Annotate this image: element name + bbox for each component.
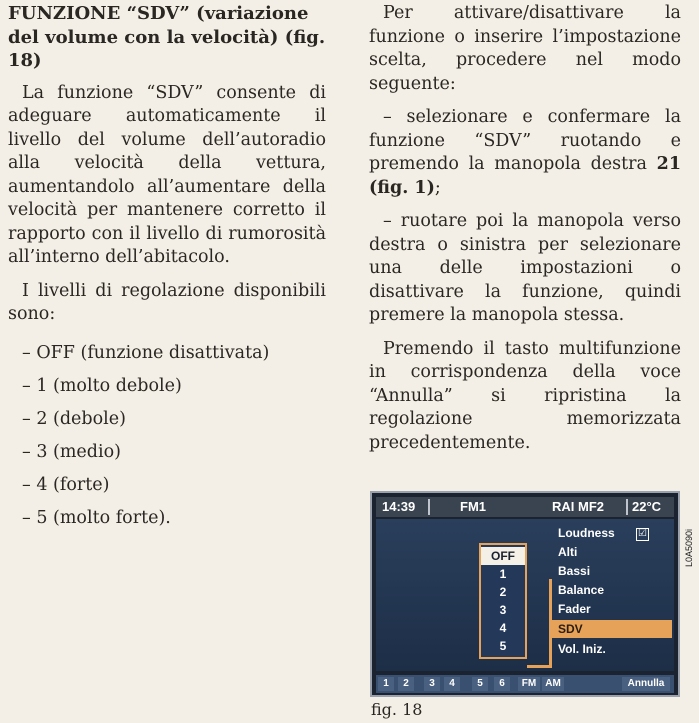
procedure-intro: Per attivare/disattivare la funzione o inserire l’impostazione scelta, procedere nel modo seguente: — [369, 3, 681, 94]
status-bar — [376, 497, 674, 517]
softkey-6[interactable]: 6 — [494, 677, 510, 691]
softkey-am[interactable]: AM — [542, 677, 564, 691]
level-item: – 4 (forte) — [22, 474, 110, 495]
step-select: – selezionare e confermare la funzione “SDV” ruotando e premendo la manopola destra 21 (fig. 1); — [369, 107, 681, 198]
menu-item-fader[interactable]: Fader — [558, 602, 591, 616]
menu-item-loudness[interactable]: Loudness — [558, 526, 615, 540]
sdv-option-5[interactable]: 5 — [499, 639, 507, 653]
intro-paragraph: La funzione “SDV” consente di adeguare automaticamente il livello del volume dell’autoradio alla velocità della vettura, aumentandolo all’aumentare della velocità per mantenere corretto il rapporto con il livello di rumorosità all’interno dell’abitacolo. — [8, 82, 326, 267]
audio-settings-screen — [376, 519, 674, 671]
band-label: FM1 — [460, 499, 486, 514]
step-rotate: – ruotare poi la manopola verso destra o sinistra per selezionare una delle impostazioni o disattivare la funzione, quindi premere la manopola stessa. — [369, 211, 681, 325]
softkey-4[interactable]: 4 — [444, 677, 460, 691]
sdv-option-4[interactable]: 4 — [499, 621, 507, 635]
sdv-option-2[interactable]: 2 — [499, 585, 507, 599]
figure-caption: fig. 18 — [371, 700, 423, 719]
softkey-3[interactable]: 3 — [424, 677, 440, 691]
sdv-option-off[interactable]: OFF — [481, 547, 525, 565]
temperature: 22°C — [632, 499, 662, 514]
checkbox-icon[interactable]: ☑ — [636, 528, 649, 541]
figure-code: L0A5090i — [684, 528, 694, 567]
selection-connector — [527, 579, 552, 668]
softkey-bar — [376, 675, 674, 693]
sdv-option-3[interactable]: 3 — [499, 603, 507, 617]
level-item: – OFF (funzione disattivata) — [22, 342, 270, 363]
radio-display-figure — [370, 491, 680, 697]
softkey-1[interactable]: 1 — [378, 677, 394, 691]
left-column — [8, 2, 326, 535]
clock: 14:39 — [382, 499, 416, 514]
softkey-2[interactable]: 2 — [398, 677, 414, 691]
level-item: – 1 (molto debole) — [22, 375, 182, 396]
cancel-paragraph: Premendo il tasto multifunzione in corrispondenza della voce “Annulla” si ripristina la regolazione memorizzata precedentemente. — [369, 338, 681, 453]
level-item: – 5 (molto forte). — [22, 507, 171, 528]
level-item: – 2 (debole) — [22, 408, 126, 429]
sdv-option-1[interactable]: 1 — [499, 567, 507, 581]
softkey-fm[interactable]: FM — [518, 677, 540, 691]
levels-list — [8, 337, 326, 535]
menu-item-vol-iniz[interactable]: Vol. Iniz. — [558, 642, 606, 656]
softkey-annulla[interactable]: Annulla — [622, 677, 670, 691]
menu-item-alti[interactable]: Alti — [558, 545, 578, 559]
menu-item-sdv[interactable]: SDV — [552, 620, 672, 638]
level-item: – 3 (medio) — [22, 441, 121, 462]
levels-intro: I livelli di regolazione disponibili sono: — [8, 280, 326, 324]
station-name: RAI MF2 — [552, 499, 604, 514]
section-heading: FUNZIONE “SDV” (variazione del volume con la velocità) (fig. 18) — [8, 3, 326, 71]
right-column — [369, 2, 681, 465]
menu-item-bassi[interactable]: Bassi — [558, 564, 591, 578]
softkey-5[interactable]: 5 — [472, 677, 488, 691]
menu-item-balance[interactable]: Balance — [558, 583, 605, 597]
sdv-level-popup — [479, 543, 527, 659]
